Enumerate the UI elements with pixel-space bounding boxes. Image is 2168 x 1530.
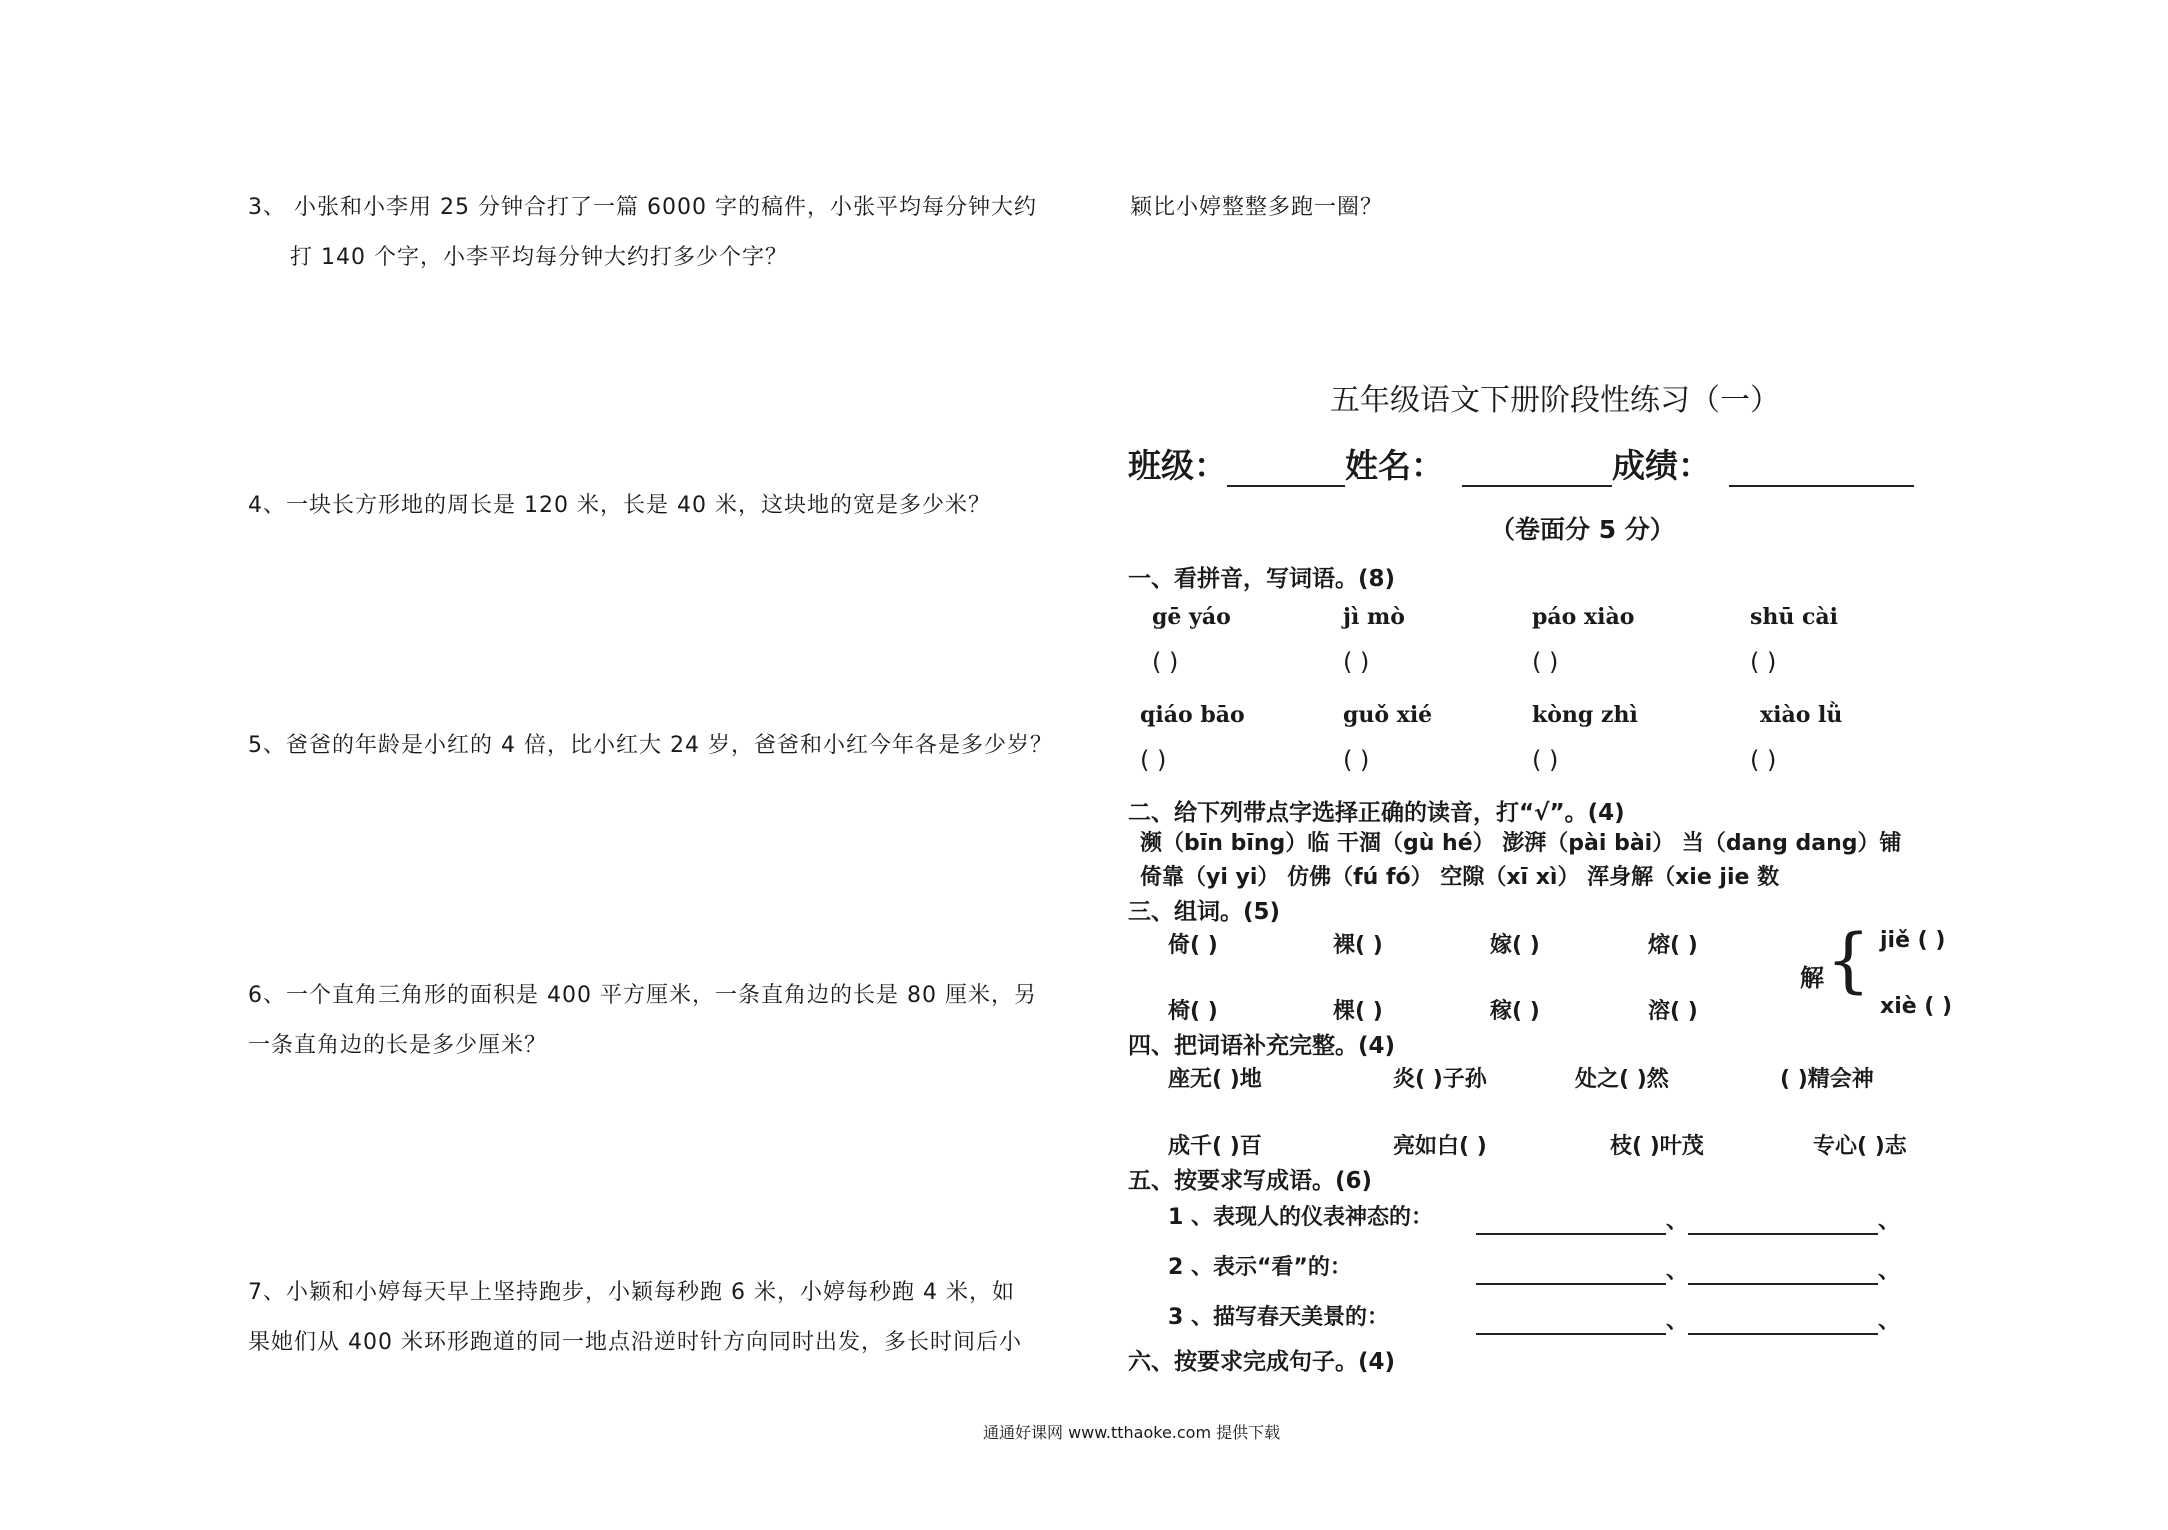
word-group-6: 棵( ) (1333, 999, 1383, 1024)
brace-icon: { (1826, 919, 1871, 1001)
separator: 、 (1666, 1209, 1689, 1234)
jie-character: 解 (1800, 964, 1824, 992)
jie-reading-1: jiě ( ) (1880, 928, 1946, 953)
idiom-task-3 (1168, 1300, 1389, 1331)
math-q7-continued: 颖比小婷整整多跑一圈？ (1130, 195, 1384, 220)
idiom-8: 专心( )志 (1813, 1134, 1907, 1159)
idiom-task-3-label: 3 、描写春天美景的： (1168, 1305, 1389, 1330)
idiom-task-2-label: 2 、表示“看”的： (1168, 1255, 1352, 1280)
answer-box-6[interactable]: ( ) (1343, 746, 1370, 774)
idiom-task-1 (1168, 1200, 1433, 1231)
idiom-4: ( )精会神 (1780, 1067, 1874, 1092)
math-q5: 5、爸爸的年龄是小红的 4 倍，比小红大 24 岁，爸爸和小红今年各是多少岁？ (248, 733, 1053, 758)
answer-line[interactable] (1688, 1259, 1878, 1285)
pinyin-5: qiáo bāo (1140, 702, 1245, 728)
idiom-6: 亮如白( ) (1393, 1134, 1487, 1159)
section2-line2: 倚靠（yi yi） 仿佛（fú fó） 空隙（xī xì） 浑身解（xie jie 数 (1140, 865, 1780, 890)
separator: 、 (1666, 1259, 1689, 1284)
section1-heading: 一、看拼音，写词语。(8) (1128, 566, 1396, 592)
math-q7-line2: 果她们从 400 米环形跑道的同一地点沿逆时针方向同时出发，多长时间后小 (248, 1330, 1022, 1355)
word-group-7: 稼( ) (1490, 999, 1540, 1024)
answer-box-7[interactable]: ( ) (1532, 746, 1559, 774)
idiom-7: 枝( )叶茂 (1610, 1134, 1704, 1159)
word-group-1: 倚( ) (1168, 933, 1218, 958)
word-group-4: 熔( ) (1648, 933, 1698, 958)
math-q3-line1: 3、 小张和小李用 25 分钟合打了一篇 6000 字的稿件，小张平均每分钟大约 (248, 195, 1037, 220)
score-label: 成绩： (1612, 446, 1711, 485)
answer-line[interactable] (1476, 1209, 1666, 1235)
name-field[interactable] (1462, 455, 1612, 487)
pinyin-3: páo xiào (1532, 604, 1635, 630)
name-label: 姓名： (1345, 446, 1444, 485)
section2-heading: 二、给下列带点字选择正确的读音，打“√”。(4) (1128, 800, 1625, 826)
separator: 、 (1878, 1309, 1901, 1334)
idiom-task-1-label: 1 、表现人的仪表神态的： (1168, 1205, 1433, 1230)
math-q4: 4、一块长方形地的周长是 120 米，长是 40 米，这块地的宽是多少米？ (248, 493, 991, 518)
footer-text: 通通好课网 www.tthaoke.com 提供下载 (983, 1423, 1281, 1442)
pinyin-2: jì mò (1343, 604, 1405, 630)
section2-line1: 濒（bīn bīng）临 干涸（gù hé） 澎湃（pài bài） 当（dang dang）铺 (1140, 831, 1902, 856)
score-field[interactable] (1729, 455, 1914, 487)
section3-heading: 三、组词。(5) (1128, 899, 1281, 925)
idiom-task-1-blanks (1476, 1204, 1900, 1235)
idiom-task-2 (1168, 1250, 1352, 1281)
pinyin-8: xiào lǜ (1760, 702, 1843, 728)
word-group-2: 裸( ) (1333, 933, 1383, 958)
section4-heading: 四、把词语补充完整。(4) (1128, 1033, 1396, 1059)
jie-reading-2: xiè ( ) (1880, 994, 1953, 1019)
answer-box-5[interactable]: ( ) (1140, 746, 1167, 774)
page-title: 五年级语文下册阶段性练习（一） (1330, 383, 1780, 418)
pinyin-1: gē yáo (1152, 604, 1231, 630)
answer-box-4[interactable]: ( ) (1750, 648, 1777, 676)
pinyin-7: kòng zhì (1532, 702, 1638, 728)
answer-line[interactable] (1476, 1259, 1666, 1285)
idiom-task-3-blanks (1476, 1304, 1900, 1335)
answer-line[interactable] (1688, 1309, 1878, 1335)
section6-heading: 六、按要求完成句子。(4) (1128, 1349, 1396, 1375)
answer-box-1[interactable]: ( ) (1152, 648, 1179, 676)
class-field[interactable] (1227, 455, 1345, 487)
idiom-task-2-blanks (1476, 1254, 1900, 1285)
idiom-1: 座无( )地 (1168, 1067, 1262, 1092)
pinyin-4: shū cài (1750, 604, 1839, 630)
answer-line[interactable] (1688, 1209, 1878, 1235)
separator: 、 (1666, 1309, 1689, 1334)
answer-box-8[interactable]: ( ) (1750, 746, 1777, 774)
word-group-5: 椅( ) (1168, 999, 1218, 1024)
student-info-row (1128, 440, 1914, 487)
math-q3-line2: 打 140 个字，小李平均每分钟大约打多少个字？ (290, 245, 788, 270)
math-q7-line1: 7、小颖和小婷每天早上坚持跑步，小颖每秒跑 6 米，小婷每秒跑 4 米，如 (248, 1280, 1015, 1305)
answer-box-3[interactable]: ( ) (1532, 648, 1559, 676)
pinyin-6: guǒ xié (1343, 702, 1433, 728)
neatness-score-note: （卷面分 5 分） (1490, 515, 1675, 544)
word-group-3: 嫁( ) (1490, 933, 1540, 958)
answer-line[interactable] (1476, 1309, 1666, 1335)
separator: 、 (1878, 1209, 1901, 1234)
idiom-5: 成千( )百 (1168, 1134, 1262, 1159)
answer-box-2[interactable]: ( ) (1343, 648, 1370, 676)
math-q6-line1: 6、一个直角三角形的面积是 400 平方厘米，一条直角边的长是 80 厘米，另 (248, 983, 1037, 1008)
section5-heading: 五、按要求写成语。(6) (1128, 1168, 1373, 1194)
idiom-2: 炎( )子孙 (1393, 1067, 1487, 1092)
math-q6-line2: 一条直角边的长是多少厘米？ (248, 1033, 548, 1058)
idiom-3: 处之( )然 (1575, 1067, 1669, 1092)
word-group-8: 溶( ) (1648, 999, 1698, 1024)
separator: 、 (1878, 1259, 1901, 1284)
class-label: 班级： (1128, 446, 1227, 485)
